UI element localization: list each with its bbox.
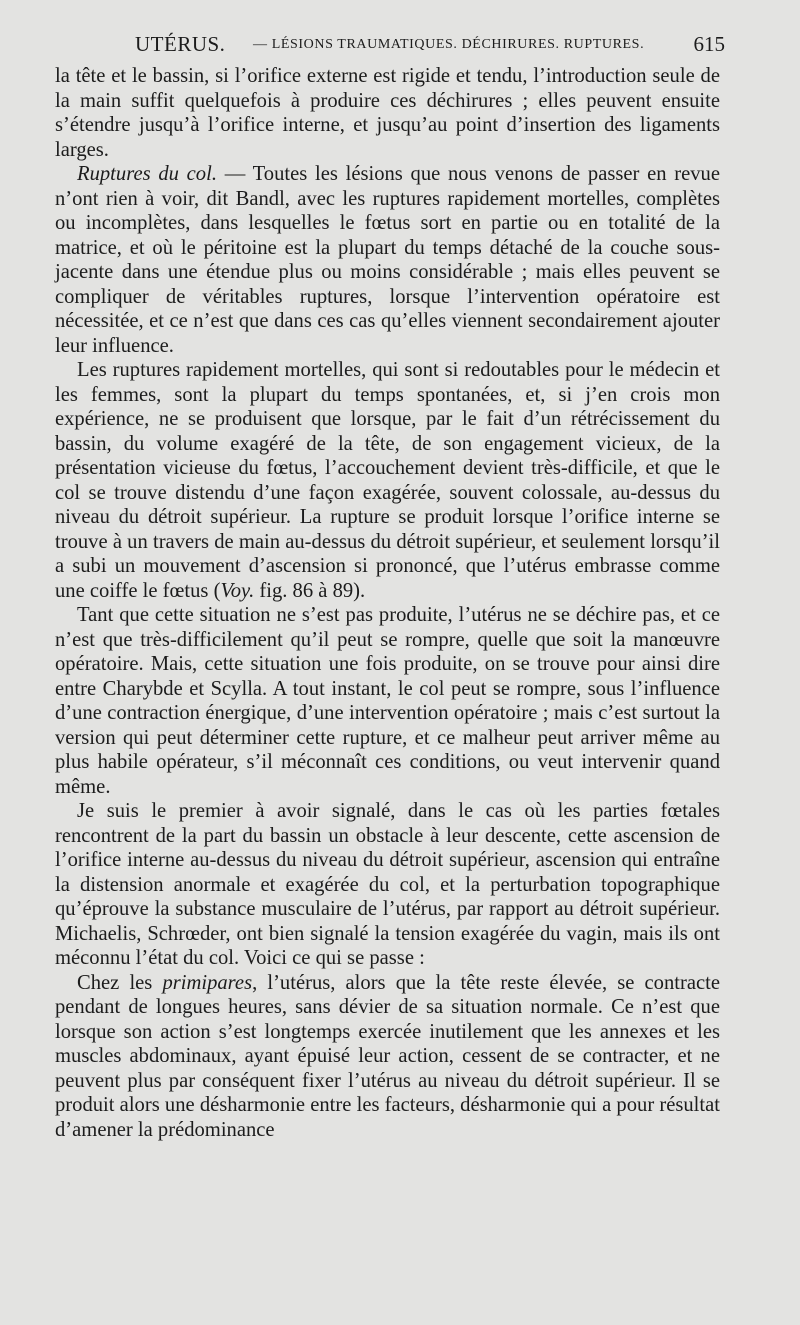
text-run: Chez les: [77, 971, 163, 994]
paragraph: [55, 603, 720, 799]
page-number: 615: [693, 32, 725, 56]
running-header: [55, 32, 725, 58]
text-run: Je suis le premier à avoir signalé, dans le cas où les parties fœtales rencontrent de la part du bassin un obstacle à leur descente, cette ascension de l’orifice interne au-dessus du niveau du détroit supérieur, ascension qui entraîne la distension anormale et exagérée du col, et la perturbation topographique qu’éprouve la substance musculaire de l’utérus, par rapport au détroit supérieur. Michaelis, Schrœder, ont bien signalé la tension exagérée du vagin, mais ils ont méconnu l’état du col. Voici ce qui se passe :: [55, 800, 720, 969]
italic-text: Ruptures du col.: [77, 163, 217, 185]
text-run: Tant que cette situation ne s’est pas produite, l’utérus ne se déchire pas, et ce n’est que très-difficilement qu’il peut se rompre, quelle que soit la manœuvre opératoire. Mais, cette situation une fois produite, on se trouve pour ainsi dire entre Charybde et Scylla. A tout instant, le col peut se rompre, sous l’influence d’une contraction énergique, d’une intervention opératoire ; mais c’est surtout la version qui peut déterminer cette rupture, et ce malheur peut arriver même au plus habile opérateur, s’il méconnaît ces conditions, ou veut intervenir quand même.: [55, 604, 720, 798]
text-run: fig. 86 à 89).: [254, 579, 366, 602]
italic-text: Voy.: [220, 579, 255, 602]
paragraph: [55, 358, 720, 603]
paragraph: [55, 64, 720, 162]
header-subtitle: — LÉSIONS TRAUMATIQUES. DÉCHIRURES. RUPTURES.: [253, 37, 645, 52]
body-text: [55, 64, 720, 1142]
header-title: UTÉRUS.: [135, 32, 226, 56]
text-run: Les ruptures rapidement mortelles, qui sont si redoutables pour le médecin et les femmes, sont la plupart du temps spontanées, et, si j’en crois mon expérience, ne se produisent que lorsque, par le fait d’un rétrécissement du bassin, du volume exagéré de la tête, de son engagement vicieux, de la présentation vicieuse du fœtus, l’accouchement devient très-difficile, et que le col se trouve distendu d’une façon exagérée, souvent colossale, au-dessus du niveau du détroit supérieur. La rupture se produit lorsque l’orifice interne se trouve à un travers de main au-dessus du détroit supérieur, et seulement lorsqu’il a subi un mouvement d’ascension si prononcé, que l’utérus embrasse comme une coiffe le fœtus (: [55, 359, 720, 602]
italic-text: primipares: [162, 971, 253, 994]
paragraph: [55, 799, 720, 971]
text-run: , l’utérus, alors que la tête reste élevée, se contracte pendant de longues heures, sans dévier de sa situation normale. Ce n’est que lorsque son action s’est longtemps exercée inutilement que les annexes et les muscles abdominaux, ayant épuisé leur action, cessent de se contracter, et ne peuvent plus par conséquent fixer l’utérus au niveau du détroit supérieur. Il se produit alors une désharmonie entre les facteurs, désharmonie qui a pour résultat d’amener la prédominance: [55, 971, 720, 1141]
paragraph: [55, 162, 720, 358]
text-run: la tête et le bassin, si l’orifice externe est rigide et tendu, l’introduction seule de la main suffit quelquefois à produire ces déchirures ; elles peuvent ensuite s’étendre jusqu’à l’orifice interne, et jusqu’au point d’insertion des ligaments larges.: [55, 65, 720, 161]
paragraph: [55, 971, 720, 1143]
text-run: — Toutes les lésions que nous venons de passer en revue n’ont rien à voir, dit Bandl, avec les ruptures rapidement mortelles, complètes ou incomplètes, dans lesquelles le fœtus sort en partie ou en totalité de la matrice, et où le péritoine est la plupart du temps détaché de la couche sous-jacente dans une étendue plus ou moins considérable ; mais elles peuvent se compliquer de véritables ruptures, lorsque l’intervention opératoire est nécessitée, et ce n’est que dans ces cas qu’elles viennent secondairement ajouter leur influence.: [55, 163, 720, 357]
